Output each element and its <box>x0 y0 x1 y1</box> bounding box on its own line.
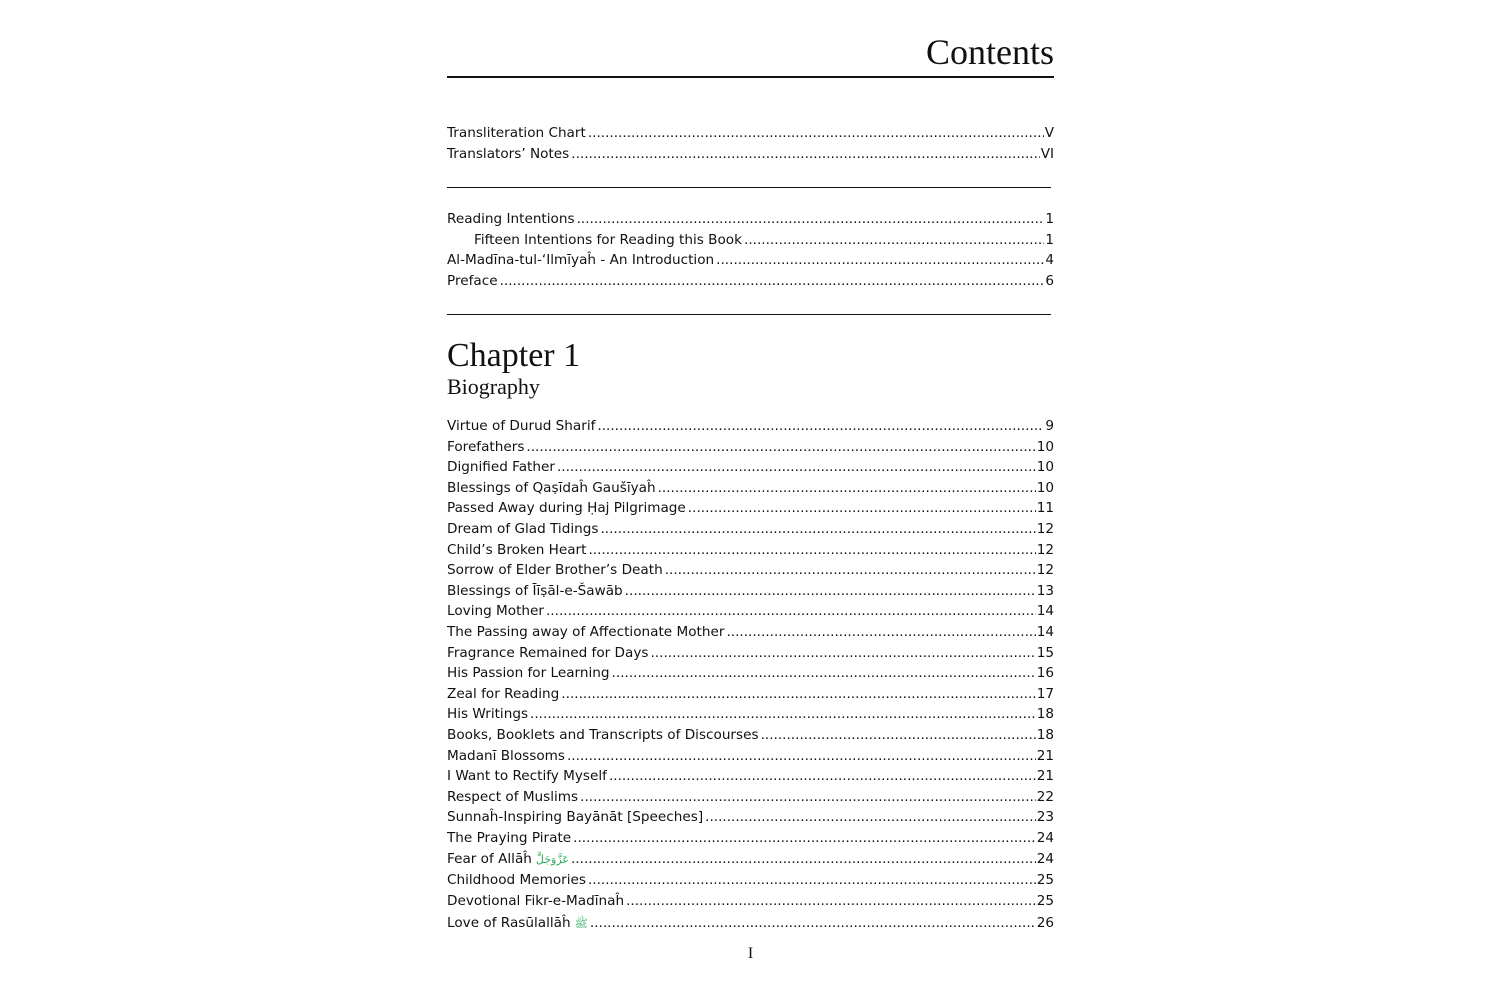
toc-subentry[interactable] <box>447 230 1054 251</box>
toc-dot-leader <box>761 725 1036 746</box>
arabic-honorific: عَزَّوَجَلَّ <box>535 853 569 867</box>
intro-list <box>447 209 1054 291</box>
toc-entry-page: 4 <box>1045 252 1054 269</box>
toc-entry-label: Reading Intentions <box>447 211 575 227</box>
toc-entry-label-text: Fear of Allāĥ <box>447 851 532 868</box>
toc-dot-leader <box>588 123 1044 144</box>
toc-entry[interactable] <box>447 704 1054 725</box>
toc-entry[interactable] <box>447 478 1054 499</box>
toc-dot-leader <box>744 230 1044 251</box>
toc-entry-label-text: Sorrow of Elder Brother’s Death <box>447 562 663 579</box>
toc-entry[interactable] <box>447 848 1054 870</box>
toc-entry-label <box>447 912 588 934</box>
toc-entry[interactable] <box>447 144 1054 165</box>
toc-entry-label <box>447 704 528 725</box>
toc-entry[interactable] <box>447 684 1054 705</box>
toc-entry-label-text: The Passing away of Affectionate Mother <box>447 623 725 640</box>
toc-entry-label <box>447 746 565 767</box>
toc-entry-page: 10 <box>1036 479 1054 496</box>
toc-entry-label <box>447 457 555 478</box>
toc-entry-label <box>447 828 571 849</box>
toc-entry-label <box>447 437 524 458</box>
toc-entry-page: 12 <box>1036 562 1054 579</box>
toc-entry-label-text: I Want to Rectify Myself <box>447 768 607 785</box>
toc-entry-page: 22 <box>1036 788 1054 805</box>
toc-entry[interactable] <box>447 746 1054 767</box>
toc-entry-label: Al-Madīna-tul-‘Ilmīyaĥ - An Introduction <box>447 252 715 269</box>
toc-entry-label <box>447 519 598 540</box>
toc-dot-leader <box>658 478 1036 499</box>
toc-entry-page: V <box>1044 125 1054 141</box>
toc-entry-label <box>447 787 578 808</box>
toc-entry-label <box>447 416 595 437</box>
toc-entry[interactable] <box>447 725 1054 746</box>
title-divider <box>447 76 1054 78</box>
toc-entry-page: 12 <box>1036 520 1054 537</box>
toc-entry-label <box>447 622 724 643</box>
toc-dot-leader <box>500 271 1045 292</box>
toc-entry-label <box>447 601 544 622</box>
toc-entry[interactable] <box>447 643 1054 664</box>
toc-entry[interactable] <box>447 787 1054 808</box>
toc-entry-page: 9 <box>1045 418 1054 434</box>
toc-entry-label-text: Blessings of Qaṣīdaĥ Gaušīyaĥ <box>447 479 656 496</box>
toc-entry-label-text: Books, Booklets and Transcripts of Discourses <box>447 726 759 743</box>
toc-entry-label-text: His Passion for Learning <box>447 665 610 682</box>
toc-entry[interactable] <box>447 622 1054 643</box>
toc-entry-label-text: Sunnaĥ-Inspiring Bayānāt [Speeches] <box>447 809 704 826</box>
toc-dot-leader <box>716 250 1044 271</box>
toc-entry-page: 1 <box>1045 231 1054 248</box>
toc-dot-leader <box>626 891 1036 912</box>
toc-dot-leader <box>625 581 1036 602</box>
page-number: I <box>747 945 754 962</box>
toc-entry-label <box>447 540 586 561</box>
toc-entry[interactable] <box>447 912 1054 934</box>
toc-entry-label-text: Dignified Father <box>447 459 555 476</box>
toc-entry[interactable] <box>447 519 1054 540</box>
toc-entry[interactable] <box>447 828 1054 849</box>
toc-dot-leader <box>609 766 1036 787</box>
toc-entry[interactable] <box>447 601 1054 622</box>
toc-entry-page: VI <box>1040 145 1054 162</box>
arabic-honorific: ﷺ <box>574 916 588 930</box>
toc-dot-leader <box>600 519 1035 540</box>
toc-entry-label-text: Virtue of Durud Sharif <box>447 418 596 434</box>
toc-entry-label: Preface <box>447 272 498 289</box>
toc-entry-label <box>447 478 656 499</box>
toc-entry-label-text: His Writings <box>447 706 529 723</box>
toc-entry-page: 14 <box>1036 623 1054 640</box>
toc-entry-page: 16 <box>1036 665 1054 682</box>
toc-entry-label-text: The Praying Pirate <box>447 829 572 846</box>
toc-entry-page: 6 <box>1045 272 1054 289</box>
toc-dot-leader <box>650 643 1035 664</box>
toc-entry-label-text: Dream of Glad Tidings <box>447 520 599 537</box>
toc-dot-leader <box>557 457 1036 478</box>
toc-dot-leader <box>726 622 1035 643</box>
toc-dot-leader <box>577 209 1045 230</box>
toc-entry-label <box>447 663 610 684</box>
toc-dot-leader <box>571 848 1036 870</box>
toc-entry[interactable] <box>447 891 1054 912</box>
toc-entry-page: 25 <box>1036 893 1054 910</box>
toc-entry-label <box>447 891 624 912</box>
toc-entry-label-text: Devotional Fikr-e-Madīnaĥ <box>447 893 625 910</box>
toc-entry[interactable] <box>447 807 1054 828</box>
toc-entry-label-text: Fragrance Remained for Days <box>447 644 649 661</box>
toc-entry-label <box>447 766 607 787</box>
toc-entry-label <box>447 870 586 891</box>
toc-entry-label <box>447 725 759 746</box>
toc-entry-page: 15 <box>1036 644 1054 661</box>
toc-dot-leader <box>688 498 1036 519</box>
toc-entry-page: 10 <box>1036 459 1054 476</box>
toc-entry-label: Transliteration Chart <box>447 125 586 141</box>
toc-entry[interactable] <box>447 581 1054 602</box>
toc-entry-page: 18 <box>1036 726 1054 743</box>
toc-entry[interactable] <box>447 271 1054 292</box>
toc-entry-page: 25 <box>1036 872 1054 889</box>
chapter-heading: Chapter 1 <box>447 337 581 374</box>
chapter-subheading: Biography <box>447 374 540 399</box>
toc-entry[interactable] <box>447 123 1054 144</box>
toc-entry[interactable] <box>447 416 1054 437</box>
toc-entry-page: 18 <box>1036 706 1054 723</box>
contents-page <box>447 0 1054 1000</box>
toc-entry[interactable] <box>447 540 1054 561</box>
toc-entry-label-text: Child’s Broken Heart <box>447 541 587 558</box>
toc-entry-label-text: Childhood Memories <box>447 872 586 889</box>
toc-dot-leader <box>526 437 1035 458</box>
toc-dot-leader <box>567 746 1036 767</box>
toc-entry-label-text: Zeal for Reading <box>447 685 560 702</box>
toc-dot-leader <box>665 560 1036 581</box>
page-title: Contents <box>925 32 1054 72</box>
toc-entry-label-text: Forefathers <box>447 438 525 455</box>
toc-entry-label-text: Madanī Blossoms <box>447 747 565 764</box>
toc-dot-leader <box>573 828 1036 849</box>
toc-entry-label-text: Loving Mother <box>447 603 544 620</box>
toc-entry-label <box>447 581 623 602</box>
toc-entry-page: 1 <box>1045 211 1054 227</box>
toc-dot-leader <box>705 807 1036 828</box>
toc-dot-leader <box>546 601 1036 622</box>
toc-entry-page: 17 <box>1036 685 1054 702</box>
toc-entry[interactable] <box>447 663 1054 684</box>
toc-dot-leader <box>612 663 1036 684</box>
toc-dot-leader <box>588 540 1035 561</box>
toc-entry-page: 24 <box>1036 829 1054 846</box>
toc-entry-label-text: Love of Rasūlallāĥ <box>447 914 571 931</box>
toc-entry-label-text: Passed Away during Ḥaj Pilgrimage <box>447 500 686 517</box>
toc-entry-label <box>447 684 559 705</box>
toc-entry-label: Fifteen Intentions for Reading this Book <box>474 231 742 248</box>
toc-entry-page: 12 <box>1036 541 1054 558</box>
toc-entry-page: 21 <box>1036 768 1054 785</box>
toc-entry-label <box>447 848 569 870</box>
toc-entry[interactable] <box>447 457 1054 478</box>
toc-entry-page: 13 <box>1036 582 1054 599</box>
toc-entry-page: 21 <box>1036 747 1054 764</box>
toc-entry[interactable] <box>447 498 1054 519</box>
toc-entry-label: Translators’ Notes <box>447 145 570 162</box>
toc-entry[interactable] <box>447 209 1054 230</box>
section-divider <box>447 314 1051 315</box>
toc-dot-leader <box>590 912 1036 934</box>
toc-entry-label <box>447 560 663 581</box>
toc-entry[interactable] <box>447 437 1054 458</box>
chapter-entry-list <box>447 416 1054 934</box>
toc-entry[interactable] <box>447 560 1054 581</box>
toc-entry-label <box>447 643 648 664</box>
toc-dot-leader <box>580 787 1036 808</box>
toc-entry-label <box>447 807 703 828</box>
toc-dot-leader <box>571 144 1039 165</box>
toc-dot-leader <box>597 416 1044 437</box>
toc-dot-leader <box>561 684 1035 705</box>
toc-entry-label-text: Respect of Muslims <box>447 788 579 805</box>
toc-entry-page: 23 <box>1036 809 1054 826</box>
toc-entry-page: 11 <box>1036 500 1054 517</box>
toc-entry-page: 10 <box>1036 438 1054 455</box>
toc-entry[interactable] <box>447 250 1054 271</box>
toc-entry-label <box>447 498 686 519</box>
section-divider <box>447 187 1051 188</box>
toc-dot-leader <box>588 870 1036 891</box>
toc-entry[interactable] <box>447 766 1054 787</box>
toc-dot-leader <box>530 704 1036 725</box>
front-matter-list <box>447 123 1054 164</box>
toc-entry-label-text: Blessings of Īīṣāl-e-Šawāb <box>447 582 623 599</box>
toc-entry-page: 26 <box>1036 914 1054 931</box>
toc-entry[interactable] <box>447 870 1054 891</box>
toc-entry-page: 14 <box>1036 603 1054 620</box>
toc-entry-page: 24 <box>1036 851 1054 868</box>
